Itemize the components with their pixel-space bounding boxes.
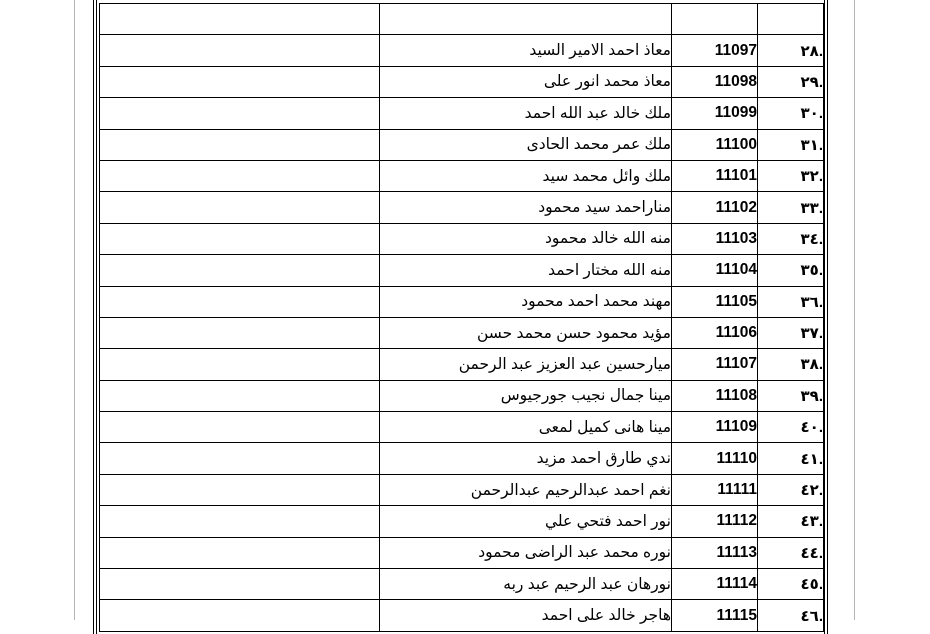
student-code: 11106 (672, 317, 758, 348)
student-name: معاذ محمد انور على (380, 66, 672, 97)
table-row (100, 600, 824, 631)
student-name: منه الله مختار احمد (380, 255, 672, 286)
student-code: 11103 (672, 223, 758, 254)
student-code: 11100 (672, 129, 758, 160)
student-name: نورهان عبد الرحيم عبد ربه (380, 569, 672, 600)
student-code: 11109 (672, 412, 758, 443)
blank-cell (100, 66, 380, 97)
student-code: 11114 (672, 569, 758, 600)
row-number: .٣٢ (758, 160, 824, 191)
blank-cell (100, 35, 380, 66)
row-number: .٣٥ (758, 255, 824, 286)
student-name: ملك خالد عبد الله احمد (380, 98, 672, 129)
blank-cell (100, 255, 380, 286)
blank-cell (100, 192, 380, 223)
student-name: ندي طارق احمد مزيد (380, 443, 672, 474)
student-name: معاذ احمد الامير السيد (380, 35, 672, 66)
blank-cell (100, 4, 380, 35)
student-code: 11104 (672, 255, 758, 286)
table-row (100, 443, 824, 474)
table-row (100, 160, 824, 191)
table-row-partial (100, 4, 824, 35)
blank-cell (100, 537, 380, 568)
table-row (100, 192, 824, 223)
student-name: نغم احمد عبدالرحيم عبدالرحمن (380, 474, 672, 505)
blank-cell (100, 349, 380, 380)
student-code: 11107 (672, 349, 758, 380)
blank-cell (100, 98, 380, 129)
table-row (100, 129, 824, 160)
student-name: ميارحسين عبد العزيز عبد الرحمن (380, 349, 672, 380)
table-row (100, 569, 824, 600)
blank-cell (100, 412, 380, 443)
student-name: نور احمد فتحي علي (380, 506, 672, 537)
page-edge-left (74, 0, 75, 620)
blank-cell (100, 223, 380, 254)
student-name: ملك عمر محمد الحادى (380, 129, 672, 160)
student-code: 11102 (672, 192, 758, 223)
student-roster-table (99, 3, 824, 632)
student-code: 11110 (672, 443, 758, 474)
number-cell (758, 4, 824, 35)
student-code: 11099 (672, 98, 758, 129)
row-number: .٤٥ (758, 569, 824, 600)
student-code: 11108 (672, 380, 758, 411)
student-code: 11115 (672, 600, 758, 631)
student-code: 11113 (672, 537, 758, 568)
row-number: .٣٦ (758, 286, 824, 317)
table-row (100, 223, 824, 254)
table-row (100, 474, 824, 505)
student-name: منه الله خالد محمود (380, 223, 672, 254)
page-edge-right (854, 0, 855, 620)
table-row (100, 537, 824, 568)
blank-cell (100, 129, 380, 160)
blank-cell (100, 160, 380, 191)
student-name: مناراحمد سيد محمود (380, 192, 672, 223)
table-row (100, 380, 824, 411)
roster-body (100, 4, 824, 632)
table-row (100, 255, 824, 286)
blank-cell (100, 443, 380, 474)
row-number: .٤٣ (758, 506, 824, 537)
row-number: .٣٧ (758, 317, 824, 348)
blank-cell (100, 474, 380, 505)
student-code: 11111 (672, 474, 758, 505)
blank-cell (100, 317, 380, 348)
name-cell (380, 4, 672, 35)
row-number: .٤٦ (758, 600, 824, 631)
row-number: .٢٨ (758, 35, 824, 66)
student-code: 11101 (672, 160, 758, 191)
student-name: مؤيد محمود حسن محمد حسن (380, 317, 672, 348)
table-row (100, 349, 824, 380)
row-number: .٣٠ (758, 98, 824, 129)
student-name: هاجر خالد على احمد (380, 600, 672, 631)
blank-cell (100, 569, 380, 600)
student-code: 11105 (672, 286, 758, 317)
row-number: .٣٤ (758, 223, 824, 254)
student-name: نوره محمد عبد الراضى محمود (380, 537, 672, 568)
table-row (100, 35, 824, 66)
student-code: 11098 (672, 66, 758, 97)
row-number: .٤٠ (758, 412, 824, 443)
code-cell (672, 4, 758, 35)
student-name: مينا جمال نجيب جورجيوس (380, 380, 672, 411)
student-name: مينا هانى كميل لمعى (380, 412, 672, 443)
table-row (100, 506, 824, 537)
row-number: .٤١ (758, 443, 824, 474)
blank-cell (100, 506, 380, 537)
blank-cell (100, 380, 380, 411)
blank-cell (100, 286, 380, 317)
student-code: 11097 (672, 35, 758, 66)
blank-cell (100, 600, 380, 631)
table-row (100, 412, 824, 443)
table-row (100, 317, 824, 348)
row-number: .٣٣ (758, 192, 824, 223)
row-number: .٣١ (758, 129, 824, 160)
row-number: .٤٤ (758, 537, 824, 568)
row-number: .٤٢ (758, 474, 824, 505)
table-row (100, 98, 824, 129)
table-row (100, 286, 824, 317)
row-number: .٣٩ (758, 380, 824, 411)
table-row (100, 66, 824, 97)
row-number: .٣٨ (758, 349, 824, 380)
row-number: .٢٩ (758, 66, 824, 97)
student-code: 11112 (672, 506, 758, 537)
student-name: ملك وائل محمد سيد (380, 160, 672, 191)
student-name: مهند محمد احمد محمود (380, 286, 672, 317)
